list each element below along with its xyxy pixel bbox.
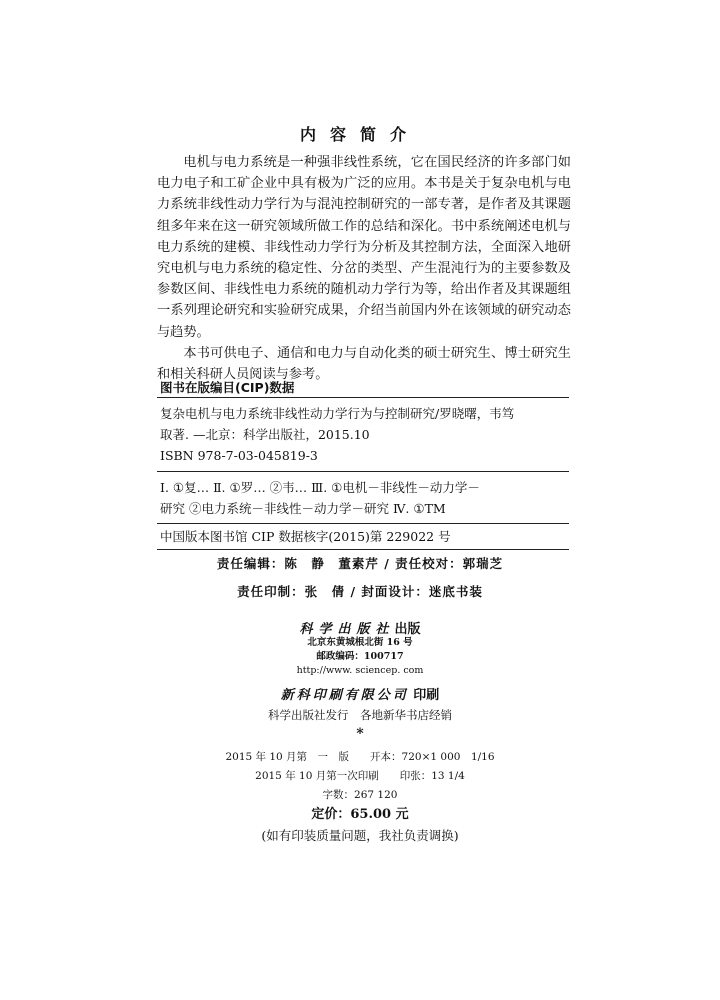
cip-rule-bottom: [157, 549, 569, 550]
cip-subject-line-2: 研究 ②电力系统－非线性－动力学－研究 Ⅳ. ①TM: [160, 501, 446, 516]
publisher-name: [0, 618, 720, 637]
edition-block: [0, 748, 720, 805]
printer-logo-text: 新科印刷有限公司: [280, 688, 409, 703]
cip-record-line-1: 复杂电机与电力系统非线性动力学行为与控制研究/罗晓曙，韦笃: [160, 406, 515, 421]
cip-record: [160, 403, 570, 466]
credits-production: 责任印制：张 倩 / 封面设计：迷底书装: [237, 584, 483, 599]
edition-row-1: 2015 年 10 月第 一 版 开本：720×1 000 1/16: [225, 751, 495, 763]
cip-rule-lower: [157, 523, 569, 524]
summary-paragraph-2: 本书可供电子、通信和电力与自动化类的硕士研究生、博士研究生和相关科研人员阅读与参考。: [157, 345, 571, 383]
price: 定价：65.00 元: [311, 807, 409, 822]
cip-approval-row: [160, 526, 570, 547]
section-asterisk: *: [356, 726, 364, 742]
cip-rule-middle: [157, 471, 569, 472]
cip-subject-line-1: Ⅰ. ①复… Ⅱ. ①罗… ②韦… Ⅲ. ①电机－非线性－动力学－: [160, 480, 480, 495]
cip-rule-top: [157, 397, 569, 398]
summary-paragraph-1: 电机与电力系统是一种强非线性系统，它在国民经济的许多部门如电力电子和工矿企业中具有极为广泛的应用。本书是关于复杂电机与电力系统非线性动力学行为与混沌控制研究的一部专著，是作者及其课题组多年来在这一研究领域所做工作的总结和深化。书中系统阐述电机与电力系统的建模、非线性动力学行为分析及其控制方法，全面深入地研究电机与电力系统的稳定性、分岔的类型、产生混沌行为的主要参数及参数区间、非线性电力系统的随机动力学行为等，给出作者及其课题组一系列理论研究和实验研究成果，介绍当前国内外在该领域的研究动态与趋势。: [157, 155, 571, 340]
printer-suffix: 印刷: [413, 688, 440, 703]
summary-title: 内容简介: [299, 125, 420, 144]
cip-approval: 中国版本图书馆 CIP 数据核字(2015)第 229022 号: [160, 529, 451, 544]
edition-row-2: 2015 年 10 月第一次印刷 印张：13 1/4: [255, 770, 465, 782]
publisher-address: 北京东黄城根北街 16 号: [307, 637, 413, 648]
distribution-line: 科学出版社发行 各地新华书店经销: [268, 708, 452, 722]
cip-heading: 图书在版编目(CIP)数据: [160, 380, 295, 395]
publisher-logo-text: 科学出版社: [299, 622, 395, 637]
edition-row-3: 字数：267 120: [322, 789, 398, 801]
publisher-url: http://www. sciencep. com: [296, 665, 424, 676]
publisher-postcode: 邮政编码：100717: [316, 651, 404, 662]
summary-body: [157, 152, 571, 385]
printer-name: [0, 684, 720, 703]
cip-record-line-2: 取著. —北京：科学出版社，2015.10: [160, 427, 370, 442]
publisher-suffix: 出版: [394, 622, 421, 637]
credits-editors: 责任编辑：陈 静 董素芹 / 责任校对：郭瑞芝: [216, 556, 504, 571]
cip-isbn: ISBN 978-7-03-045819-3: [160, 448, 318, 463]
cip-subjects: [160, 477, 570, 519]
quality-note: (如有印装质量问题，我社负责调换): [261, 828, 459, 843]
